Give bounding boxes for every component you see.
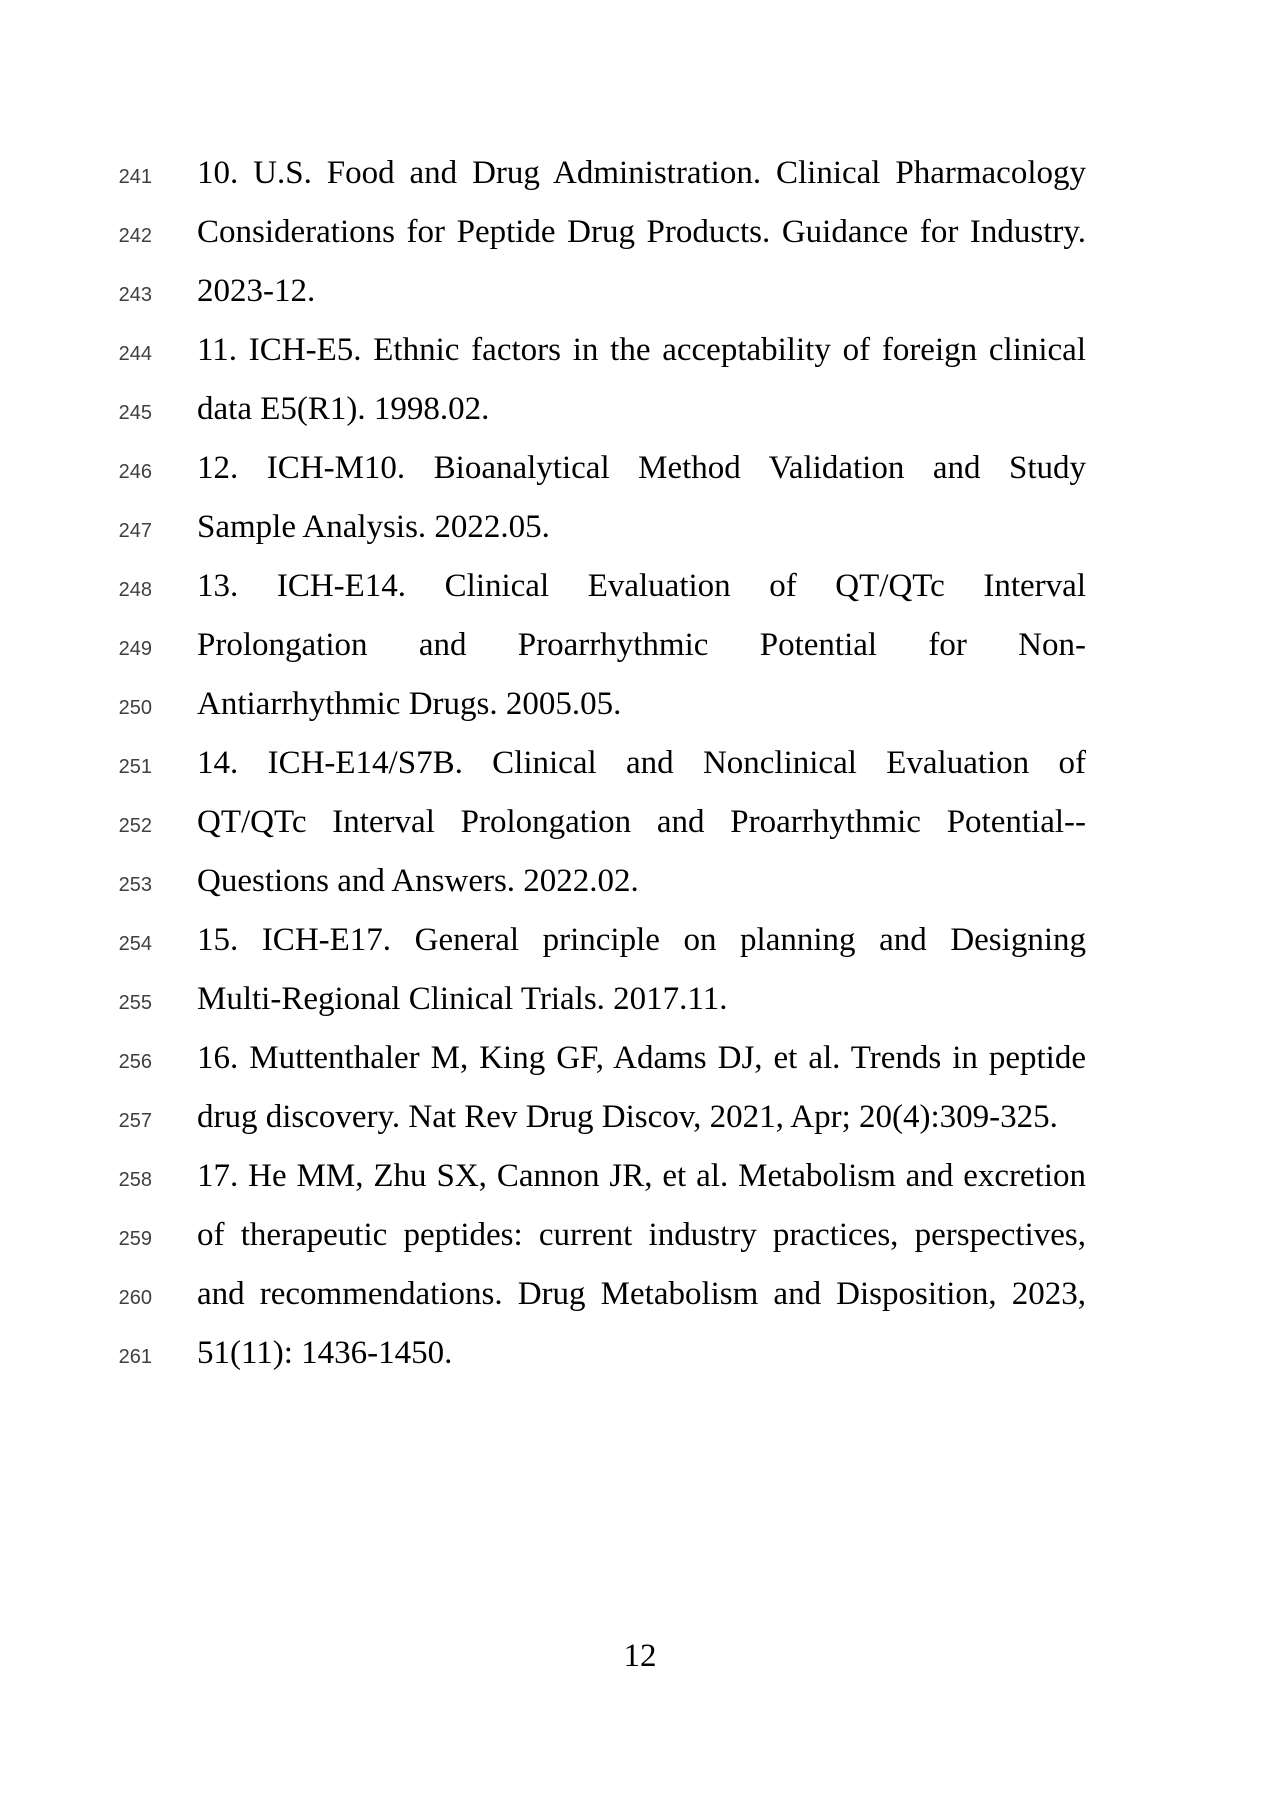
line-number: 251 xyxy=(118,756,152,778)
line-number: 243 xyxy=(118,284,152,306)
line-number: 261 xyxy=(118,1346,152,1368)
line-number: 246 xyxy=(118,461,152,483)
reference-line xyxy=(0,1265,1086,1324)
reference-line xyxy=(0,1206,1086,1265)
reference-line xyxy=(0,616,1086,675)
reference-text-line: 2023-12. xyxy=(197,273,316,309)
reference-text-line: and recommendations. Drug Metabolism and Disposition, 2023, xyxy=(197,1276,1086,1312)
reference-text-line: drug discovery. Nat Rev Drug Discov, 2021, Apr; 20(4):309-325. xyxy=(197,1099,1058,1135)
line-number: 257 xyxy=(118,1110,152,1132)
reference-text-line: 16. Muttenthaler M, King GF, Adams DJ, et al. Trends in peptide xyxy=(197,1040,1086,1076)
line-number: 253 xyxy=(118,874,152,896)
reference-text-line: 14. ICH-E14/S7B. Clinical and Nonclinical Evaluation of xyxy=(197,745,1086,781)
reference-line xyxy=(0,1029,1086,1088)
reference-text-line: Prolongation and Proarrhythmic Potential for Non- xyxy=(197,627,1086,663)
reference-line xyxy=(0,380,1086,439)
reference-line xyxy=(0,144,1086,203)
line-number: 242 xyxy=(118,225,152,247)
reference-text-line: 13. ICH-E14. Clinical Evaluation of QT/QTc Interval xyxy=(197,568,1086,604)
line-number: 249 xyxy=(118,638,152,660)
reference-text-line: 10. U.S. Food and Drug Administration. Clinical Pharmacology xyxy=(197,155,1086,191)
line-number: 244 xyxy=(118,343,152,365)
line-number: 247 xyxy=(118,520,152,542)
line-number: 245 xyxy=(118,402,152,424)
line-number: 250 xyxy=(118,697,152,719)
line-number: 254 xyxy=(118,933,152,955)
line-number: 256 xyxy=(118,1051,152,1073)
line-number: 248 xyxy=(118,579,152,601)
line-number: 255 xyxy=(118,992,152,1014)
line-number: 259 xyxy=(118,1228,152,1250)
reference-line xyxy=(0,734,1086,793)
reference-text-line: 12. ICH-M10. Bioanalytical Method Validation and Study xyxy=(197,450,1086,486)
reference-line xyxy=(0,439,1086,498)
reference-line xyxy=(0,1147,1086,1206)
reference-line xyxy=(0,498,1086,557)
reference-line xyxy=(0,793,1086,852)
reference-text-line: of therapeutic peptides: current industry practices, perspectives, xyxy=(197,1217,1086,1253)
reference-text-line: 15. ICH-E17. General principle on planning and Designing xyxy=(197,922,1086,958)
reference-text-line: 11. ICH-E5. Ethnic factors in the acceptability of foreign clinical xyxy=(197,332,1086,368)
line-number: 252 xyxy=(118,815,152,837)
reference-text-line: Multi-Regional Clinical Trials. 2017.11. xyxy=(197,981,728,1017)
reference-list xyxy=(0,144,1086,1383)
line-number: 260 xyxy=(118,1287,152,1309)
reference-line xyxy=(0,911,1086,970)
reference-line xyxy=(0,852,1086,911)
line-number: 258 xyxy=(118,1169,152,1191)
reference-text-line: Questions and Answers. 2022.02. xyxy=(197,863,639,899)
line-number: 241 xyxy=(118,166,152,188)
reference-text-line: 17. He MM, Zhu SX, Cannon JR, et al. Metabolism and excretion xyxy=(197,1158,1086,1194)
reference-text-line: 51(11): 1436-1450. xyxy=(197,1335,453,1371)
reference-line xyxy=(0,262,1086,321)
reference-text-line: Antiarrhythmic Drugs. 2005.05. xyxy=(197,686,622,722)
reference-line xyxy=(0,321,1086,380)
reference-line xyxy=(0,970,1086,1029)
reference-line xyxy=(0,203,1086,262)
reference-text-line: data E5(R1). 1998.02. xyxy=(197,391,490,427)
reference-text-line: Considerations for Peptide Drug Products. Guidance for Industry. xyxy=(197,214,1086,250)
reference-line xyxy=(0,1088,1086,1147)
reference-text-line: Sample Analysis. 2022.05. xyxy=(197,509,550,545)
reference-text-line: QT/QTc Interval Prolongation and Proarrhythmic Potential-- xyxy=(197,804,1086,840)
reference-line xyxy=(0,557,1086,616)
reference-line xyxy=(0,1324,1086,1383)
reference-line xyxy=(0,675,1086,734)
page-number: 12 xyxy=(623,1638,657,1674)
